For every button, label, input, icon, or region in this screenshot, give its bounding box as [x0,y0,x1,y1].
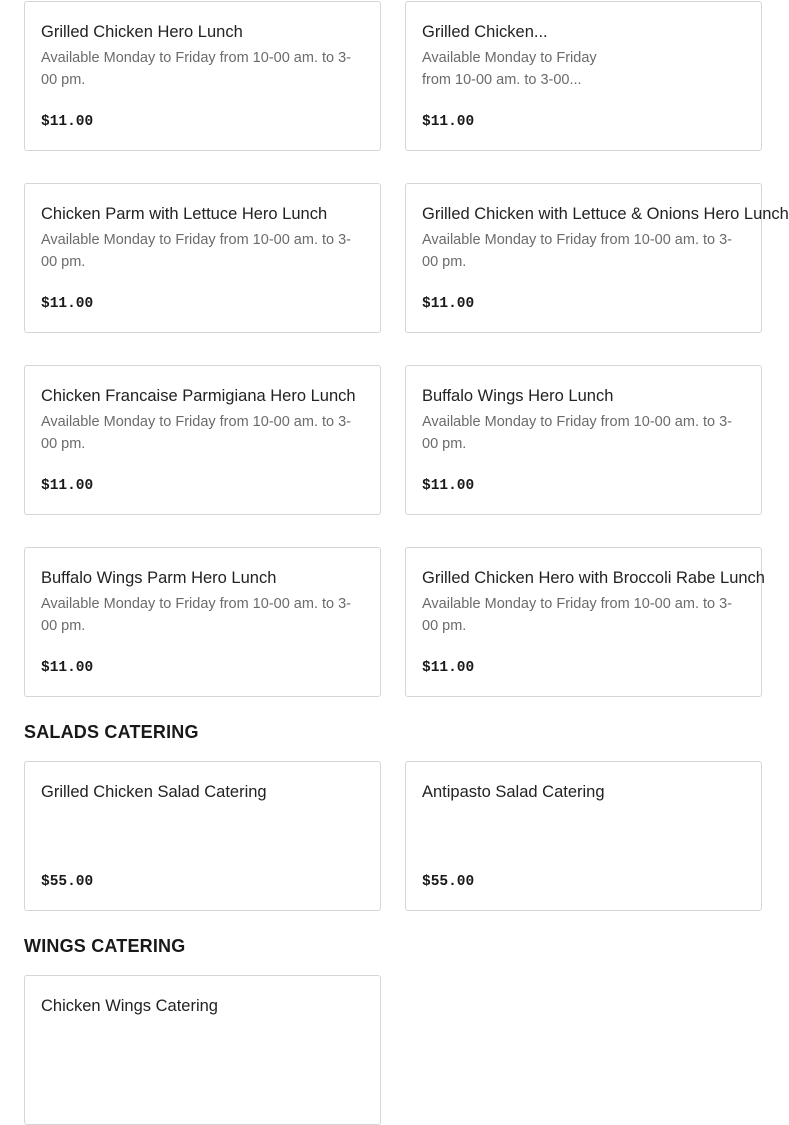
item-description: Available Monday to Friday from 10-00 am. to 3-00... [422,50,597,88]
item-name: Antipasto Salad Catering [422,783,605,801]
item-price: $11.00 [422,114,475,130]
item-name: Grilled Chicken Hero with Broccoli Rabe Lunch [422,569,765,587]
menu-item-card[interactable] [405,761,762,911]
item-name: Buffalo Wings Hero Lunch [422,387,614,405]
menu-item-card[interactable] [24,1,381,151]
item-description: Available Monday to Friday from 10-00 am. to 3-00 pm. [41,50,352,88]
menu-item-card[interactable] [405,183,789,333]
item-price: $55.00 [41,874,94,890]
section-title-salads: SALADS CATERING [24,722,199,742]
item-name: Chicken Wings Catering [41,997,218,1015]
item-description: Available Monday to Friday from 10-00 am. to 3-00 pm. [422,414,733,452]
menu-item-card[interactable] [405,365,762,515]
item-description: Available Monday to Friday from 10-00 am. to 3-00 pm. [41,596,352,634]
item-name: Grilled Chicken with Lettuce & Onions Hero Lunch [422,205,789,223]
item-name: Grilled Chicken Hero Lunch [41,23,243,41]
item-name: Grilled Chicken Salad Catering [41,783,267,801]
item-price: $11.00 [41,660,94,676]
section-title-wings: WINGS CATERING [24,936,186,956]
menu-item-card[interactable] [24,975,381,1125]
item-price: $11.00 [422,478,475,494]
item-name: Buffalo Wings Parm Hero Lunch [41,569,277,587]
item-description: Available Monday to Friday from 10-00 am. to 3-00 pm. [422,596,733,634]
item-price: $11.00 [422,296,475,312]
item-description: Available Monday to Friday from 10-00 am. to 3-00 pm. [41,414,352,452]
menu-item-card[interactable] [24,365,381,515]
menu-item-card[interactable] [24,547,381,697]
item-price: $11.00 [41,114,94,130]
menu-item-card[interactable] [24,761,381,911]
item-description: Available Monday to Friday from 10-00 am. to 3-00 pm. [422,232,733,270]
item-description: Available Monday to Friday from 10-00 am. to 3-00 pm. [41,232,352,270]
item-name: Chicken Francaise Parmigiana Hero Lunch [41,387,356,405]
item-price: $11.00 [41,296,94,312]
item-price: $55.00 [422,874,475,890]
item-name: Chicken Parm with Lettuce Hero Lunch [41,205,328,223]
item-name: Grilled Chicken... [422,23,548,41]
menu-item-card[interactable] [405,1,762,151]
item-price: $11.00 [41,478,94,494]
menu-item-card[interactable] [24,183,381,333]
item-price: $11.00 [422,660,475,676]
menu-item-card[interactable] [405,547,765,697]
